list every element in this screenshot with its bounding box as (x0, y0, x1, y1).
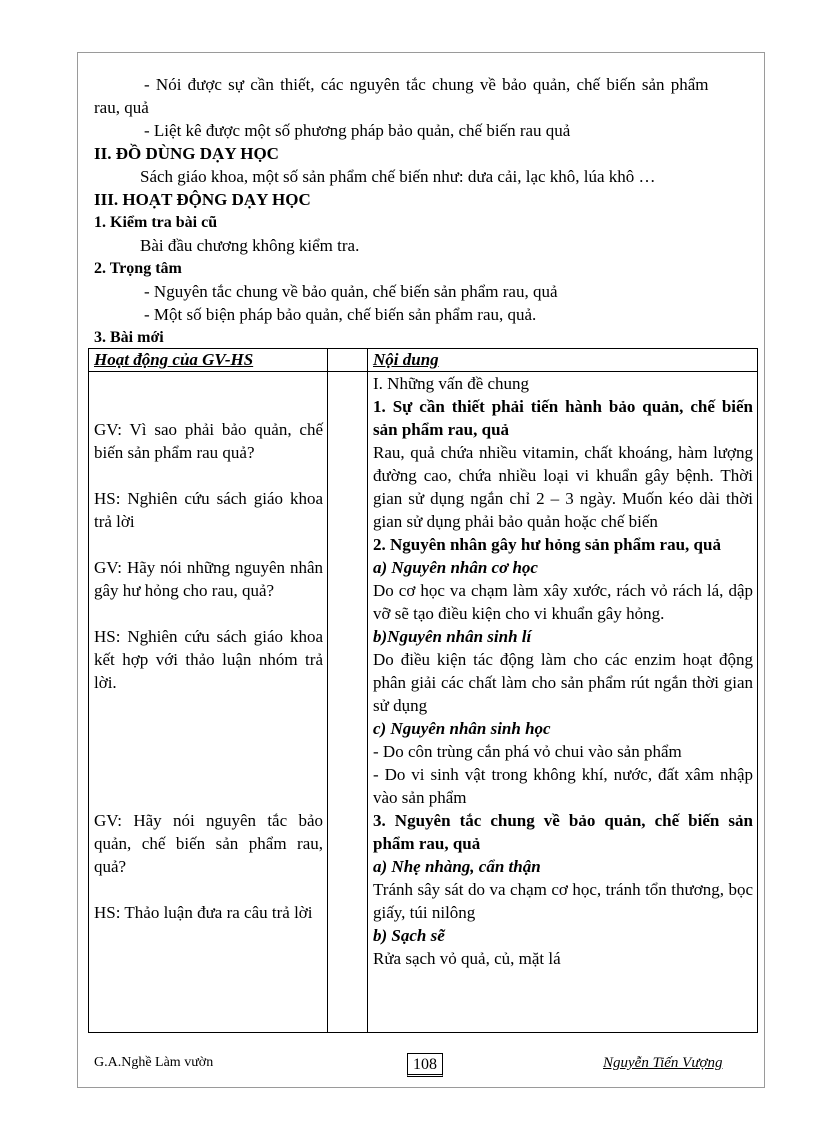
content-text-1: Rau, quả chứa nhiều vitamin, chất khoáng, hàm lượng đường cao, chứa nhiều loại vi khuẩn gây bệnh. Thời gian sử dụng ngắn chỉ 2 – 3 ngày. Muốn kéo dài thời gian sử dụng phải bảo quản hoặc chế biến (373, 443, 753, 531)
lesson-table (88, 348, 758, 1033)
footer-course-name: G.A.Nghề Làm vườn (94, 1055, 214, 1070)
content-heading-1: I. Những vấn đề chung (373, 374, 530, 393)
content-heading-1-2: 2. Nguyên nhân gây hư hỏng sản phẩm rau, quả (373, 535, 721, 554)
activities-cell (89, 372, 328, 1033)
student-answer-2: HS: Nghiên cứu sách giáo khoa kết hợp với thảo luận nhóm trả lời. (94, 627, 323, 692)
content-subheading-3a: a) Nhẹ nhàng, cẩn thận (373, 857, 541, 876)
table-row (89, 372, 758, 1033)
content-text-4: - Do côn trùng cắn phá vỏ chui vào sản phẩm (373, 742, 682, 761)
content-heading-1-1: 1. Sự cần thiết phải tiến hành bảo quản, chế biến sản phẩm rau, quả (373, 397, 753, 439)
footer-author: Nguyễn Tiến Vượng (603, 1055, 723, 1071)
teacher-question-2: GV: Hãy nói những nguyên nhân gây hư hỏng cho rau, quả? (94, 558, 323, 600)
focus-item-2: - Một số biện pháp bảo quản, chế biến sản phẩm rau, quả. (144, 305, 537, 324)
section-2-text: Sách giáo khoa, một số sản phẩm chế biến như: dưa cải, lạc khô, lúa khô … (140, 167, 656, 186)
objective-2: - Liệt kê được một số phương pháp bảo quản, chế biến rau quả (144, 121, 571, 140)
content-text-3: Do điều kiện tác động làm cho các enzim hoạt động phân giải các chất làm cho sản phẩm rút ngắn thời gian sử dụng (373, 650, 753, 715)
subsection-3-title: 3. Bài mới (94, 329, 164, 346)
content-subheading-b: b)Nguyên nhân sinh lí (373, 627, 532, 646)
header-content: Nội dung (368, 349, 758, 372)
footer-page-number: 108 (407, 1053, 443, 1077)
objective-1-cont: rau, quả (94, 98, 149, 117)
header-activities: Hoạt động của GV-HS (89, 349, 328, 372)
content-text-5: - Do vi sinh vật trong không khí, nước, đất xâm nhập vào sản phẩm (373, 765, 753, 807)
content-heading-1-3: 3. Nguyên tắc chung về bảo quản, chế biến sản phẩm rau, quả (373, 811, 753, 853)
content-subheading-c: c) Nguyên nhân sinh học (373, 719, 551, 738)
subsection-1-title: 1. Kiểm tra bài cũ (94, 214, 218, 231)
objective-1: - Nói được sự cần thiết, các nguyên tắc chung về bảo quản, chế biến sản phẩm (144, 75, 709, 94)
intro-section (94, 73, 758, 349)
focus-item-1: - Nguyên tắc chung về bảo quản, chế biến sản phẩm rau, quả (144, 282, 558, 301)
spacer-cell (328, 372, 368, 1033)
teacher-question-1: GV: Vì sao phải bảo quản, chế biến sản phẩm rau quả? (94, 420, 323, 462)
content-subheading-a: a) Nguyên nhân cơ học (373, 558, 538, 577)
header-spacer (328, 349, 368, 372)
content-text-2: Do cơ học va chạm làm xây xước, rách vỏ rách lá, dập vỡ sẽ tạo điều kiện cho vi khuẩn gây hỏng. (373, 581, 753, 623)
table-header-row (89, 349, 758, 372)
content-cell (368, 372, 758, 1033)
teacher-question-3: GV: Hãy nói nguyên tắc bảo quản, chế biến sản phẩm rau, quả? (94, 811, 323, 876)
subsection-2-title: 2. Trọng tâm (94, 260, 182, 277)
subsection-1-text: Bài đầu chương không kiểm tra. (140, 236, 360, 255)
student-answer-1: HS: Nghiên cứu sách giáo khoa trả lời (94, 489, 323, 531)
student-answer-3: HS: Thảo luận đưa ra câu trả lời (94, 903, 313, 922)
content-subheading-3b: b) Sạch sẽ (373, 926, 445, 945)
section-2-title: II. ĐỒ DÙNG DẠY HỌC (94, 144, 279, 163)
section-3-title: III. HOẠT ĐỘNG DẠY HỌC (94, 190, 311, 209)
content-text-7: Rửa sạch vỏ quả, củ, mặt lá (373, 949, 561, 968)
content-text-6: Tránh sây sát do va chạm cơ học, tránh tổn thương, bọc giấy, túi nilông (373, 880, 753, 922)
